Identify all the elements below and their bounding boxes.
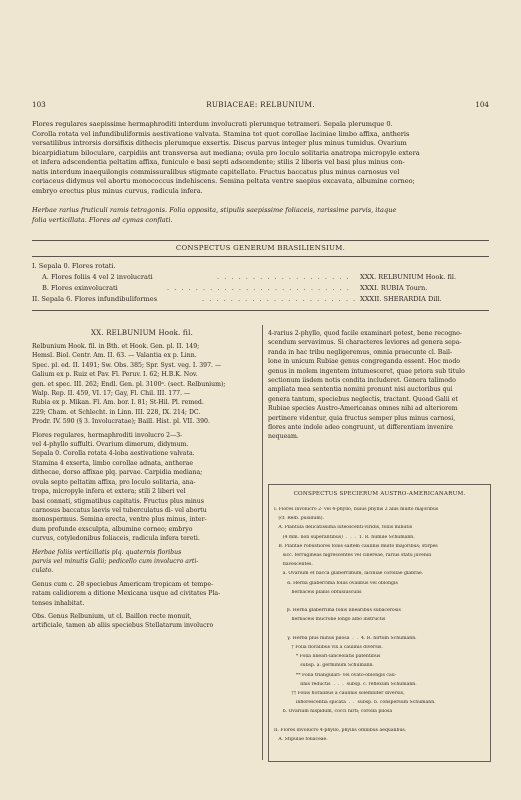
column-divider [262,325,263,760]
species-key-line: linis reductis . . . subsp. c. reflexum Schumann. [274,681,417,687]
text-line: embryo erectus plus minus curvus, radicula infera. [32,186,203,195]
conspectus-row: A. Flores foliis 4 vel 2 involucrati . . . . . . . . . . . . . . . . . . . XXX. RELBUNIUM Hook. fil. [42,273,457,281]
genus-description: Flores regulares, hermaphroditi involucro 2—3- vel 4-phyllo suffulti. Ovarium dimerum, didymum. Sepala 0. Corolla rotata 4-loba aestivatione valvata. Stamina 4 exserta, limbo corollae adnata, antherae dithecae, dorso affixae plq. parvae. Carpidia mediana; ovula septo peltatim affixa, pro loculo solitaria, ana- tropa, micropyle infera et extera; stili 2 liberi vel basi connati, stigmatibus capitatis. Fructus plus minus carnosus baccatus laevis vel tuberculatus di- vel abortu monospermus. Semina erecta, ventre plus minus, inter- dum profunde exsculpta, albumine corneo; embryo curvus, cotyledonibus foliaceis, radicula infera tereti. [32,431,207,543]
page-number-left: 103 [32,100,46,109]
species-key-title: CONSPECTUS SPECIERUM AUSTRO-AMERICANARUM. [293,491,466,497]
conspectus-title: CONSPECTUS GENERUM BRASILIENSIUM. [175,244,346,252]
genus-heading: XX. RELBUNIUM Hook. fil. [91,329,193,337]
species-key-line: herbaceis mucrone longo albo instructis [274,617,386,623]
page-number-right: 104 [475,100,489,109]
text-line: Corolla rotata vel infundibuliformis aestivatione valvata. Stamina tot quot corollae laciniae limbo affixa, antheris [32,129,410,138]
habit-description [32,206,489,225]
observation-note: Obs. Genus Relbunium, ut cl. Baillon recte monuit, artificiale, tamen ab aliis speciebus Stellatarum involucro [32,612,214,630]
species-key-line: sicc. ferrugineas nigrescentes vel cinereae, rarius statu juvenili [274,553,432,558]
species-key-line: a. Ovarium et bacca glaberrimum, laciniae corollae glabrae. [274,571,424,577]
species-key-line: * Folia lineari-lanceolatis patentibus [274,654,381,660]
text-line: bicarpidiatum biloculare, carpidiis ant transversa aut mediana; ovula pro loculo solitaria anatropa micropyle extera [32,148,420,157]
species-key-line: β. Herba glaberrima foliis linearibus subacerosis [274,608,401,614]
species-key-line: †† Foliis floralibus a caulinis solemniter diversis, [274,691,405,696]
species-key-line: I. Flores involucro 2- vel 4-phyllo, huius phyllis 2 aliis multo majoribus [274,507,439,512]
text-line: Flores regulares saepissime hermaphroditi interdum involucrati plerumque tetrameri. Sepala plerumque 0. [32,120,393,128]
conspectus-row: II. Sepala 6. Flores infundibuliformes . . . . . . . . . . . . . . . . . . . . . . XXXII. SHERARDIA Dill. [32,295,442,303]
divider [32,310,489,311]
species-key-line: B. Plantae robustiores foliis saltem caulinis multo majoribus; stirpes [274,543,438,549]
species-key-line: inflorescentia spicata . . subsp. b. conspersum Schumann. [274,700,436,706]
species-key-line: α. Herba glaberrima foliis ovalibus vel oblongis [274,580,398,586]
family-description [32,120,489,196]
species-key-line: (cf. Relb. pusillum). [274,516,324,522]
text-line: Herbae rarius fruticuli ramis tetragonis. Folia opposita, stipulis saepissime foliaceis, rarissime parvis, itaque [32,206,397,214]
distribution-note: Genus cum c. 28 speciebus Americam tropicam et tempe- ratam calidiorem a ditione Mexicana usque ad civitates Pla- tenses inhabitat. [32,580,221,607]
conspectus-row: B. Flores exinvolucrati . . . . . . . . . . . . . . . . . . . . . . . . . . XXXI. RUBIA Tourn. [42,284,428,292]
species-key-box [268,484,491,762]
species-key-line: (4 mm. non superantibus) . . . 1. R. humile Schumann. [274,534,415,540]
habit-note: Herbae foliis verticillatis plq. quaternis floribus parvis vel minutis Galii; pedicello cum involucro arti- culato. [32,548,199,575]
observation-continued: 4-rarius 2-phyllo, quod facile examinari potest, bene recogno- scendum servavimus. Si characteres leviores ad genera sepa- randa in hac tribu negligeremus, omnia praecunte cl. Bail- lone in unicum Rubiae genus congreganda essent. Hoc modo genus in molem ingentem intumesceret, quae priora sub titulo sectionum iisdem notis condita includeret. Genera talimodo ampliata mea sententia nomini pronunt nisi auctoribus qui genera tantum, speciebus neglectis, tractant. Quoad Galii et Rubiae species Austro-Americanas omnes nihi ad alteriorem pertinere videntur, quia fructus semper plus minus carnosi, flores ante indole adeo congruunt, ut differentiam invenire nequeam. [268,330,465,441]
text-line: natis interdum inaequilongis commissuralibus stigmate capitellato. Fructus baccatus plus minus carnosus vel [32,167,400,176]
conspectus-row: I. Sepala 0. Flores rotati. [32,262,116,270]
species-key-line: subsp. a. germinum Schumann. [274,663,374,669]
left-column [32,342,256,631]
text-line: versatilibus introrsis dorsifixis dithecis plerumque exsertis. Discus parvus integer plus minus tumidus. Ovarium [32,139,407,147]
species-key-line: herbaceis planis obtusiusculis [274,589,362,595]
divider [32,256,489,257]
species-key-line: † Folia floralibus vix a caulinis diversis. [274,645,383,650]
text-line: coriaceus didymus vel abortu monococcus indehiscens. Semina peltata ventre saepius excavata, albumine corneo; [32,177,415,185]
synonymy: Relbunium Hook. fil. in Bth. et Hook. Gen. pl. II. 149; Hemsl. Biol. Centr. Am. II. 63. — Valantia ex p. Linn. Spec. pl. ed. II. 1491; Sw. Obs. 385; Spr. Syst. veg. I. 397. — Galium ex p. Ruiz et Pav. Fl. Peruv. I. 62; H.B.K. Nov. gen. et spec. III. 262; Endl. Gen. pl. 3100ᵃ. (sect. Relbunium); Walp. Rep. II. 459, VI. 17; Gay, Fl. Chil. III. 177. — Rubia ex p. Mikan. Fl. Am. bor. I. 81; St-Hil. Pl. remed. 229; Cham. et Schlecht. in Linn. III. 228, IX. 214; DC. Prodr. IV. 590 (§ 3. Involucratae); Baill. Hist. pl. VII. 390. [32,343,226,426]
species-key-line: A. Stipulae foliaceae. [274,737,328,742]
species-key-line: γ. Herba plus minus pilosa . . 4. R. hirtum Schumann. [274,635,417,641]
running-header [32,100,489,112]
divider [32,240,489,241]
species-key-line: flavescentes. [274,562,313,568]
species-key-line: A. Plantula delicatissima luteoscenti-viridis, foliis minutis [274,525,413,531]
running-title: RUBIACEAE: RELBUNIUM. [206,100,315,109]
text-line: folia verticillata. Flores ad cymas conflati. [32,215,173,224]
species-key-line: b. Ovarium hispidum, cocci hirti; corolla pilosa [274,709,393,715]
text-line: et infera adscendentia peltatim affixa, funiculo e basi septi adscendente; stilis 2 liberis vel basi plus minus con- [32,158,405,166]
species-key-line: II. Flores involucro 4-phyllo, phyllis omnibus aequalibus. [274,727,407,733]
right-column [268,329,489,442]
species-key-line: ** Folia triangulari- vel ovato-oblongis cau- [274,672,397,678]
